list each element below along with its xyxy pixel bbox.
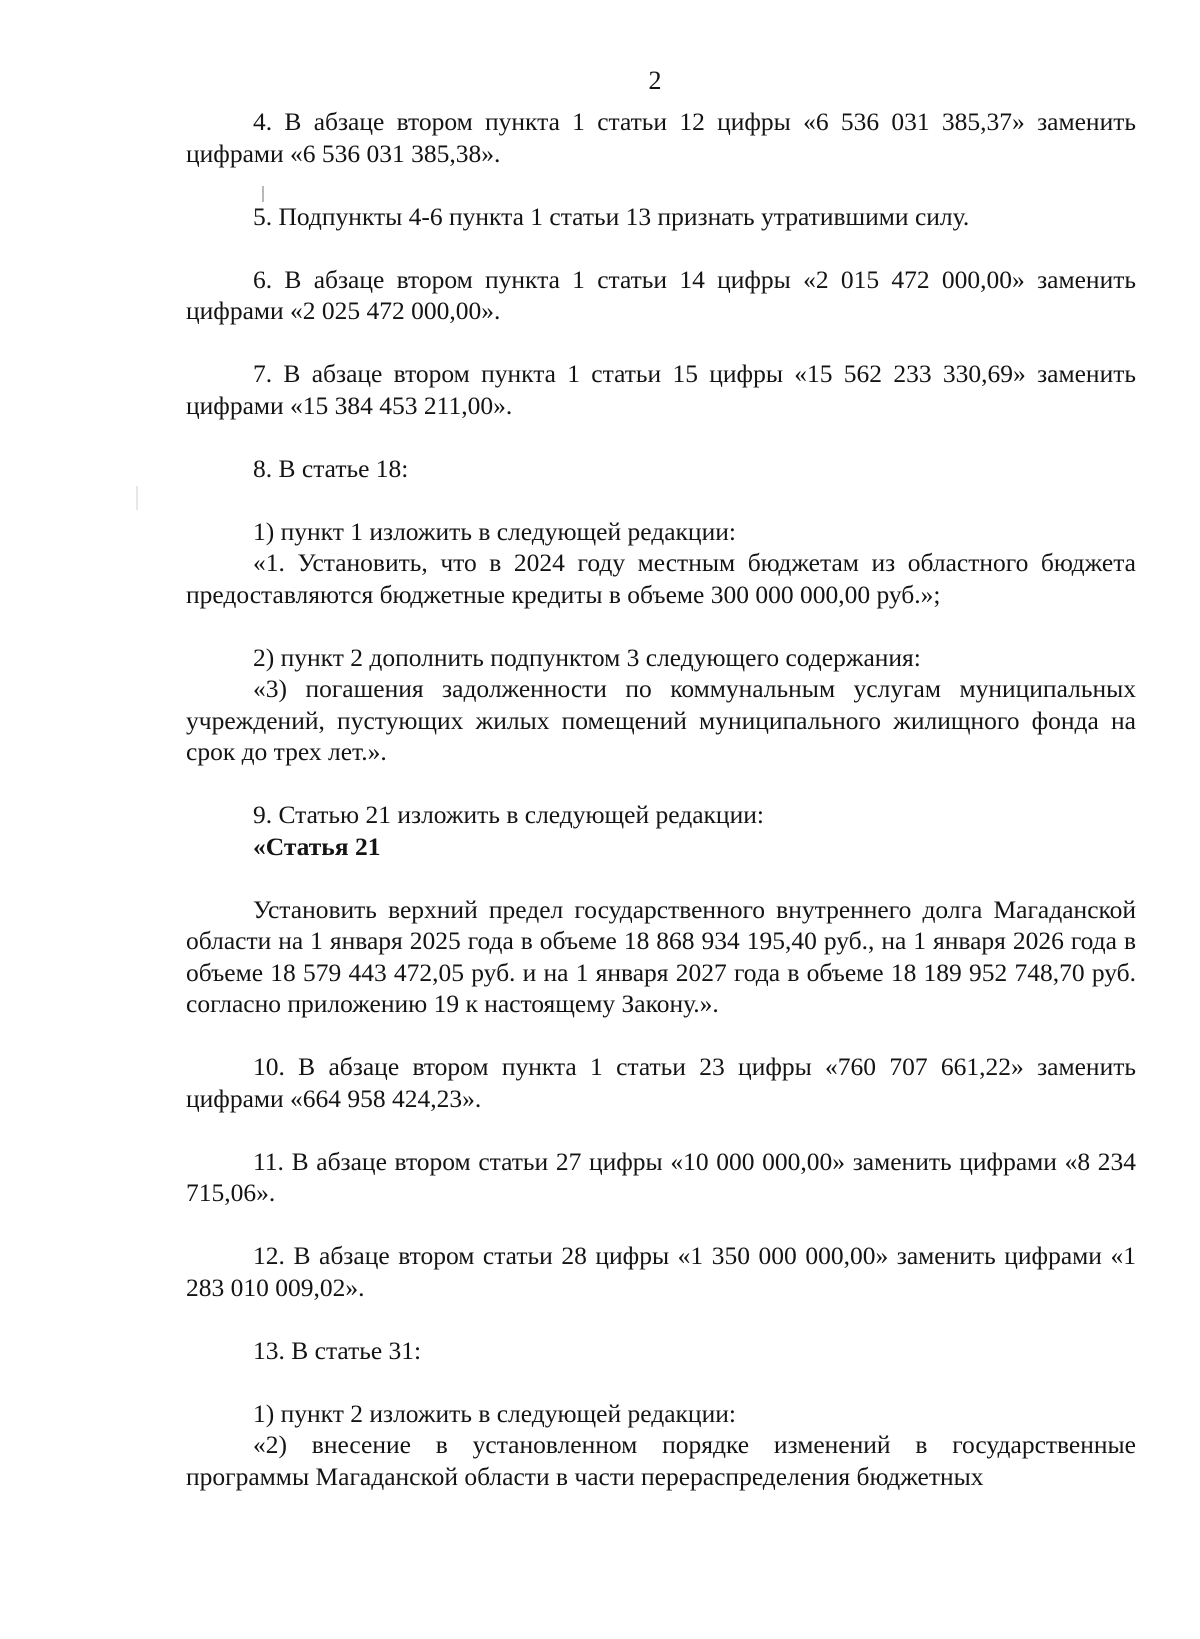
paragraph-4: 4. В абзаце втором пункта 1 статьи 12 цифры «6 536 031 385,37» заменить цифрами «6 536 031 385,38». — [186, 107, 1136, 168]
document-body — [186, 106, 1136, 1492]
article-21-text: Установить верхний предел государственного внутреннего долга Магаданской области на 1 января 2025 года в объеме 18 868 934 195,40 руб., на 1 января 2026 года в объеме 18 579 443 472,05 руб. и на 1 января 2027 года в объеме 18 189 952 748,70 руб. согласно приложению 19 к настоящему Закону.». — [186, 894, 1136, 1018]
paragraph-gap — [186, 1114, 1136, 1146]
paragraph-6: 6. В абзаце втором пункта 1 статьи 14 цифры «2 015 472 000,00» заменить цифрами «2 025 472 000,00». — [186, 264, 1136, 325]
paragraph-10: 10. В абзаце втором пункта 1 статьи 23 цифры «760 707 661,22» заменить цифрами «664 958 424,23». — [186, 1052, 1136, 1113]
paragraph-5: 5. Подпункты 4-6 пункта 1 статьи 13 признать утратившими силу. — [253, 201, 970, 231]
paragraph-gap — [186, 421, 1136, 453]
paragraph-9: 9. Статью 21 изложить в следующей редакции: — [253, 800, 764, 829]
paragraph-13: 13. В статье 31: — [253, 1335, 422, 1365]
paragraph-13-item-1: 1) пункт 2 изложить в следующей редакции: — [253, 1398, 736, 1428]
scan-edge-mark — [136, 486, 138, 510]
paragraph-gap — [186, 484, 1136, 516]
paragraph-8: 8. В статье 18: — [253, 453, 409, 483]
paragraph-8-item-1-text: «1. Установить, что в 2024 году местным бюджетам из областного бюджета предоставляются бюджетные кредиты в объеме 300 000 000,00 руб.»; — [186, 548, 1136, 609]
article-21-heading: «Статья 21 — [253, 831, 381, 861]
paragraph-gap — [186, 169, 1136, 201]
paragraph-gap — [186, 1303, 1136, 1335]
paragraph-13-item-1-text: «2) внесение в установленном порядке изменений в государственные программы Магаданской области в части перераспределения бюджетных — [186, 1430, 1136, 1491]
paragraph-gap — [186, 768, 1136, 800]
paragraph-8-item-2-text: «3) погашения задолженности по коммунальным услугам муниципальных учреждений, пустующих жилых помещений муниципального жилищного фонда на срок до трех лет.». — [186, 674, 1136, 766]
page-number: 2 — [648, 66, 662, 95]
paragraph-8-item-1: 1) пункт 1 изложить в следующей редакции: — [253, 516, 736, 546]
paragraph-11: 11. В абзаце втором статьи 27 цифры «10 000 000,00» заменить цифрами «8 234 715,06». — [186, 1146, 1136, 1207]
paragraph-7: 7. В абзаце втором пункта 1 статьи 15 цифры «15 562 233 330,69» заменить цифрами «15 384 453 211,00». — [186, 359, 1136, 420]
paragraph-12: 12. В абзаце втором статьи 28 цифры «1 350 000 000,00» заменить цифрами «1 283 010 009,02». — [186, 1241, 1136, 1302]
paragraph-gap — [186, 232, 1136, 264]
paragraph-gap — [186, 1020, 1136, 1052]
paragraph-gap — [186, 327, 1136, 359]
paragraph-8-item-2: 2) пункт 2 дополнить подпунктом 3 следующего содержания: — [253, 642, 921, 672]
paragraph-gap — [186, 1366, 1136, 1398]
paragraph-gap — [186, 862, 1136, 894]
paragraph-gap — [186, 1209, 1136, 1241]
paragraph-gap — [186, 610, 1136, 642]
